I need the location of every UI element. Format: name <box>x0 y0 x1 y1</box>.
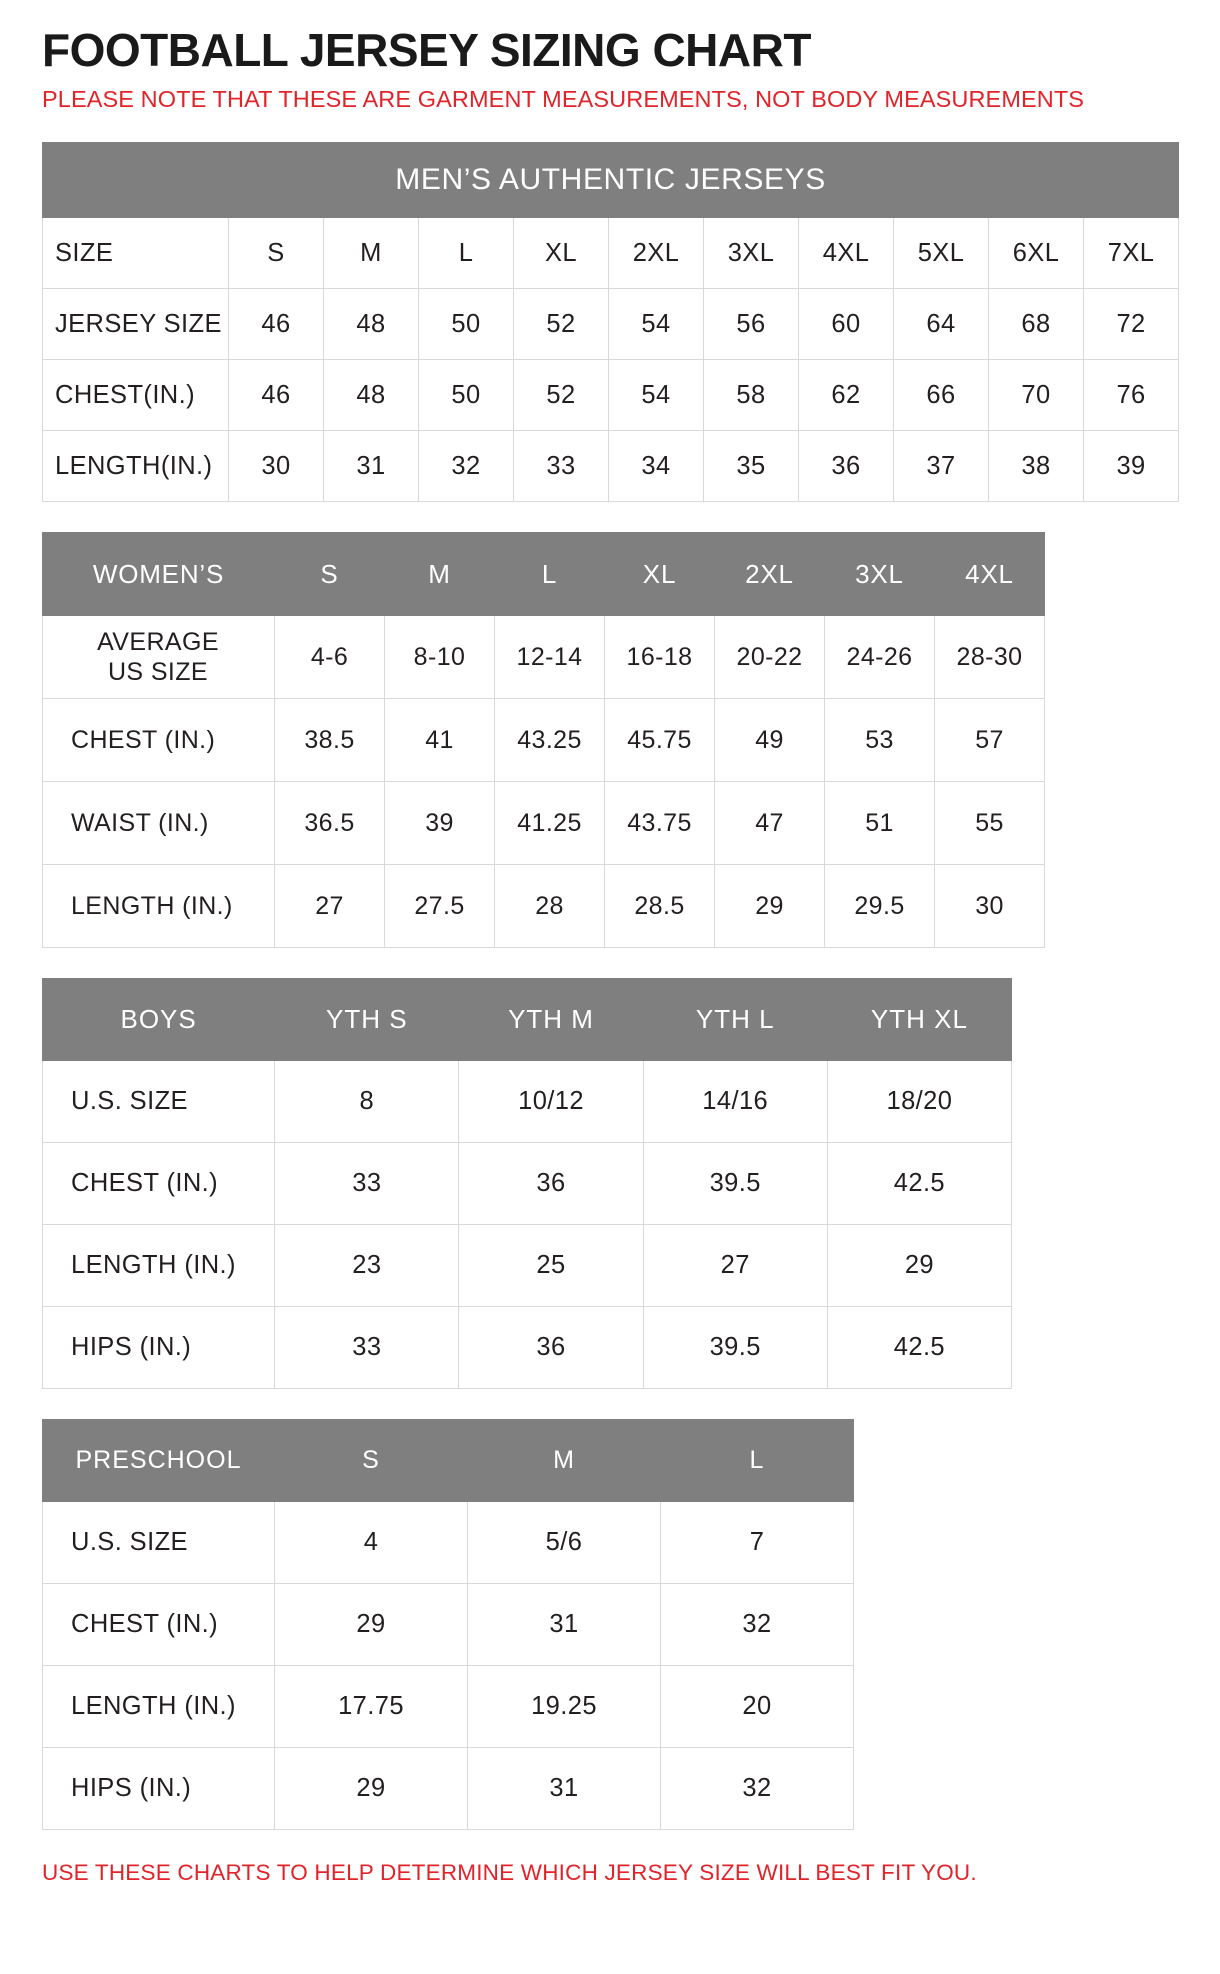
table-row <box>43 1307 1012 1389</box>
cell: 14/16 <box>643 1061 827 1143</box>
column-header: L <box>495 533 605 616</box>
row-label: LENGTH (IN.) <box>43 865 275 948</box>
mens-authentic-jerseys-table <box>42 142 1179 502</box>
cell: 25 <box>459 1225 643 1307</box>
cell: 46 <box>229 289 324 360</box>
row-label: U.S. SIZE <box>43 1061 275 1143</box>
cell: 41 <box>385 699 495 782</box>
cell: 50 <box>419 360 514 431</box>
cell: 35 <box>704 431 799 502</box>
cell: 5XL <box>894 218 989 289</box>
cell: 38.5 <box>275 699 385 782</box>
column-header: 4XL <box>935 533 1045 616</box>
column-header: 3XL <box>825 533 935 616</box>
cell: 20-22 <box>715 616 825 699</box>
cell: 20 <box>661 1666 854 1748</box>
column-header: S <box>275 533 385 616</box>
table-row <box>43 1584 854 1666</box>
row-label: JERSEY SIZE <box>43 289 229 360</box>
column-header: 2XL <box>715 533 825 616</box>
column-header: YTH XL <box>827 979 1011 1061</box>
cell: 29 <box>275 1748 468 1830</box>
cell: 66 <box>894 360 989 431</box>
table-row <box>43 616 1045 699</box>
cell: 55 <box>935 782 1045 865</box>
cell: 56 <box>704 289 799 360</box>
cell: 24-26 <box>825 616 935 699</box>
cell: 51 <box>825 782 935 865</box>
cell: 53 <box>825 699 935 782</box>
boys-table-header-row <box>43 979 1012 1061</box>
table-row <box>43 782 1045 865</box>
cell: 8-10 <box>385 616 495 699</box>
table-row <box>43 1061 1012 1143</box>
cell: 38 <box>989 431 1084 502</box>
cell: 72 <box>1084 289 1179 360</box>
cell: 30 <box>935 865 1045 948</box>
cell: 29.5 <box>825 865 935 948</box>
cell: 58 <box>704 360 799 431</box>
cell: 34 <box>609 431 704 502</box>
cell: 76 <box>1084 360 1179 431</box>
cell: 28.5 <box>605 865 715 948</box>
cell: 57 <box>935 699 1045 782</box>
cell: 33 <box>514 431 609 502</box>
table-row <box>43 1748 854 1830</box>
cell: 41.25 <box>495 782 605 865</box>
cell: 19.25 <box>468 1666 661 1748</box>
cell: 3XL <box>704 218 799 289</box>
mens-banner-label: MEN’S AUTHENTIC JERSEYS <box>43 143 1179 218</box>
cell: 62 <box>799 360 894 431</box>
boys-header-label: BOYS <box>43 979 275 1061</box>
cell: 54 <box>609 360 704 431</box>
cell: 27 <box>275 865 385 948</box>
column-header: YTH S <box>275 979 459 1061</box>
cell: S <box>229 218 324 289</box>
cell: 10/12 <box>459 1061 643 1143</box>
cell: 47 <box>715 782 825 865</box>
cell: 33 <box>275 1307 459 1389</box>
cell: 33 <box>275 1143 459 1225</box>
column-header: S <box>275 1420 468 1502</box>
cell: 8 <box>275 1061 459 1143</box>
column-header: M <box>468 1420 661 1502</box>
cell: 48 <box>324 289 419 360</box>
cell: 42.5 <box>827 1307 1011 1389</box>
footer-note: USE THESE CHARTS TO HELP DETERMINE WHICH JERSEY SIZE WILL BEST FIT YOU. <box>42 1860 977 1886</box>
cell: 64 <box>894 289 989 360</box>
row-label: HIPS (IN.) <box>43 1307 275 1389</box>
table-row <box>43 431 1179 502</box>
cell: 70 <box>989 360 1084 431</box>
row-label <box>43 616 275 699</box>
cell: 4-6 <box>275 616 385 699</box>
womens-table-header-row <box>43 533 1045 616</box>
cell: 60 <box>799 289 894 360</box>
page-title: FOOTBALL JERSEY SIZING CHART <box>42 24 811 76</box>
womens-header-label: WOMEN’S <box>43 533 275 616</box>
row-label: CHEST(IN.) <box>43 360 229 431</box>
row-label: U.S. SIZE <box>43 1502 275 1584</box>
cell: 23 <box>275 1225 459 1307</box>
cell: 43.75 <box>605 782 715 865</box>
table-row <box>43 289 1179 360</box>
column-header: L <box>661 1420 854 1502</box>
cell: 27 <box>643 1225 827 1307</box>
cell: 31 <box>324 431 419 502</box>
row-label: WAIST (IN.) <box>43 782 275 865</box>
row-label: LENGTH (IN.) <box>43 1225 275 1307</box>
cell: M <box>324 218 419 289</box>
cell: 5/6 <box>468 1502 661 1584</box>
cell: 43.25 <box>495 699 605 782</box>
table-row <box>43 865 1045 948</box>
cell: XL <box>514 218 609 289</box>
preschool-sizing-table <box>42 1419 854 1830</box>
cell: 39.5 <box>643 1143 827 1225</box>
row-label: CHEST (IN.) <box>43 1143 275 1225</box>
measurement-disclaimer: PLEASE NOTE THAT THESE ARE GARMENT MEASUREMENTS, NOT BODY MEASUREMENTS <box>42 86 1085 113</box>
cell: 36 <box>799 431 894 502</box>
cell: 4XL <box>799 218 894 289</box>
table-row <box>43 360 1179 431</box>
row-label-line2: US SIZE <box>107 658 209 687</box>
cell: 52 <box>514 360 609 431</box>
cell: 49 <box>715 699 825 782</box>
table-row <box>43 218 1179 289</box>
cell: 46 <box>229 360 324 431</box>
cell: 36 <box>459 1143 643 1225</box>
cell: 32 <box>661 1584 854 1666</box>
womens-sizing-table <box>42 532 1045 948</box>
cell: 2XL <box>609 218 704 289</box>
row-label: LENGTH (IN.) <box>43 1666 275 1748</box>
cell: 7XL <box>1084 218 1179 289</box>
cell: 36.5 <box>275 782 385 865</box>
cell: 27.5 <box>385 865 495 948</box>
cell: 50 <box>419 289 514 360</box>
column-header: YTH L <box>643 979 827 1061</box>
cell: 4 <box>275 1502 468 1584</box>
cell: 6XL <box>989 218 1084 289</box>
table-row <box>43 1666 854 1748</box>
column-header: XL <box>605 533 715 616</box>
column-header: M <box>385 533 495 616</box>
cell: 7 <box>661 1502 854 1584</box>
row-label: CHEST (IN.) <box>43 699 275 782</box>
cell: 52 <box>514 289 609 360</box>
cell: 39 <box>1084 431 1179 502</box>
row-label: LENGTH(IN.) <box>43 431 229 502</box>
cell: 31 <box>468 1584 661 1666</box>
cell: L <box>419 218 514 289</box>
cell: 30 <box>229 431 324 502</box>
cell: 39 <box>385 782 495 865</box>
table-row <box>43 1225 1012 1307</box>
row-label: SIZE <box>43 218 229 289</box>
boys-sizing-table <box>42 978 1012 1389</box>
mens-table-banner <box>43 143 1179 218</box>
cell: 28 <box>495 865 605 948</box>
table-row <box>43 699 1045 782</box>
cell: 54 <box>609 289 704 360</box>
cell: 12-14 <box>495 616 605 699</box>
cell: 17.75 <box>275 1666 468 1748</box>
column-header: YTH M <box>459 979 643 1061</box>
cell: 18/20 <box>827 1061 1011 1143</box>
cell: 42.5 <box>827 1143 1011 1225</box>
preschool-table-header-row <box>43 1420 854 1502</box>
row-label-line1: AVERAGE <box>97 627 219 656</box>
cell: 48 <box>324 360 419 431</box>
cell: 16-18 <box>605 616 715 699</box>
preschool-header-label: PRESCHOOL <box>43 1420 275 1502</box>
cell: 68 <box>989 289 1084 360</box>
cell: 45.75 <box>605 699 715 782</box>
cell: 31 <box>468 1748 661 1830</box>
table-row <box>43 1502 854 1584</box>
cell: 32 <box>419 431 514 502</box>
cell: 29 <box>827 1225 1011 1307</box>
table-row <box>43 1143 1012 1225</box>
row-label: HIPS (IN.) <box>43 1748 275 1830</box>
row-label: CHEST (IN.) <box>43 1584 275 1666</box>
cell: 29 <box>275 1584 468 1666</box>
cell: 32 <box>661 1748 854 1830</box>
cell: 28-30 <box>935 616 1045 699</box>
cell: 36 <box>459 1307 643 1389</box>
cell: 39.5 <box>643 1307 827 1389</box>
cell: 29 <box>715 865 825 948</box>
cell: 37 <box>894 431 989 502</box>
